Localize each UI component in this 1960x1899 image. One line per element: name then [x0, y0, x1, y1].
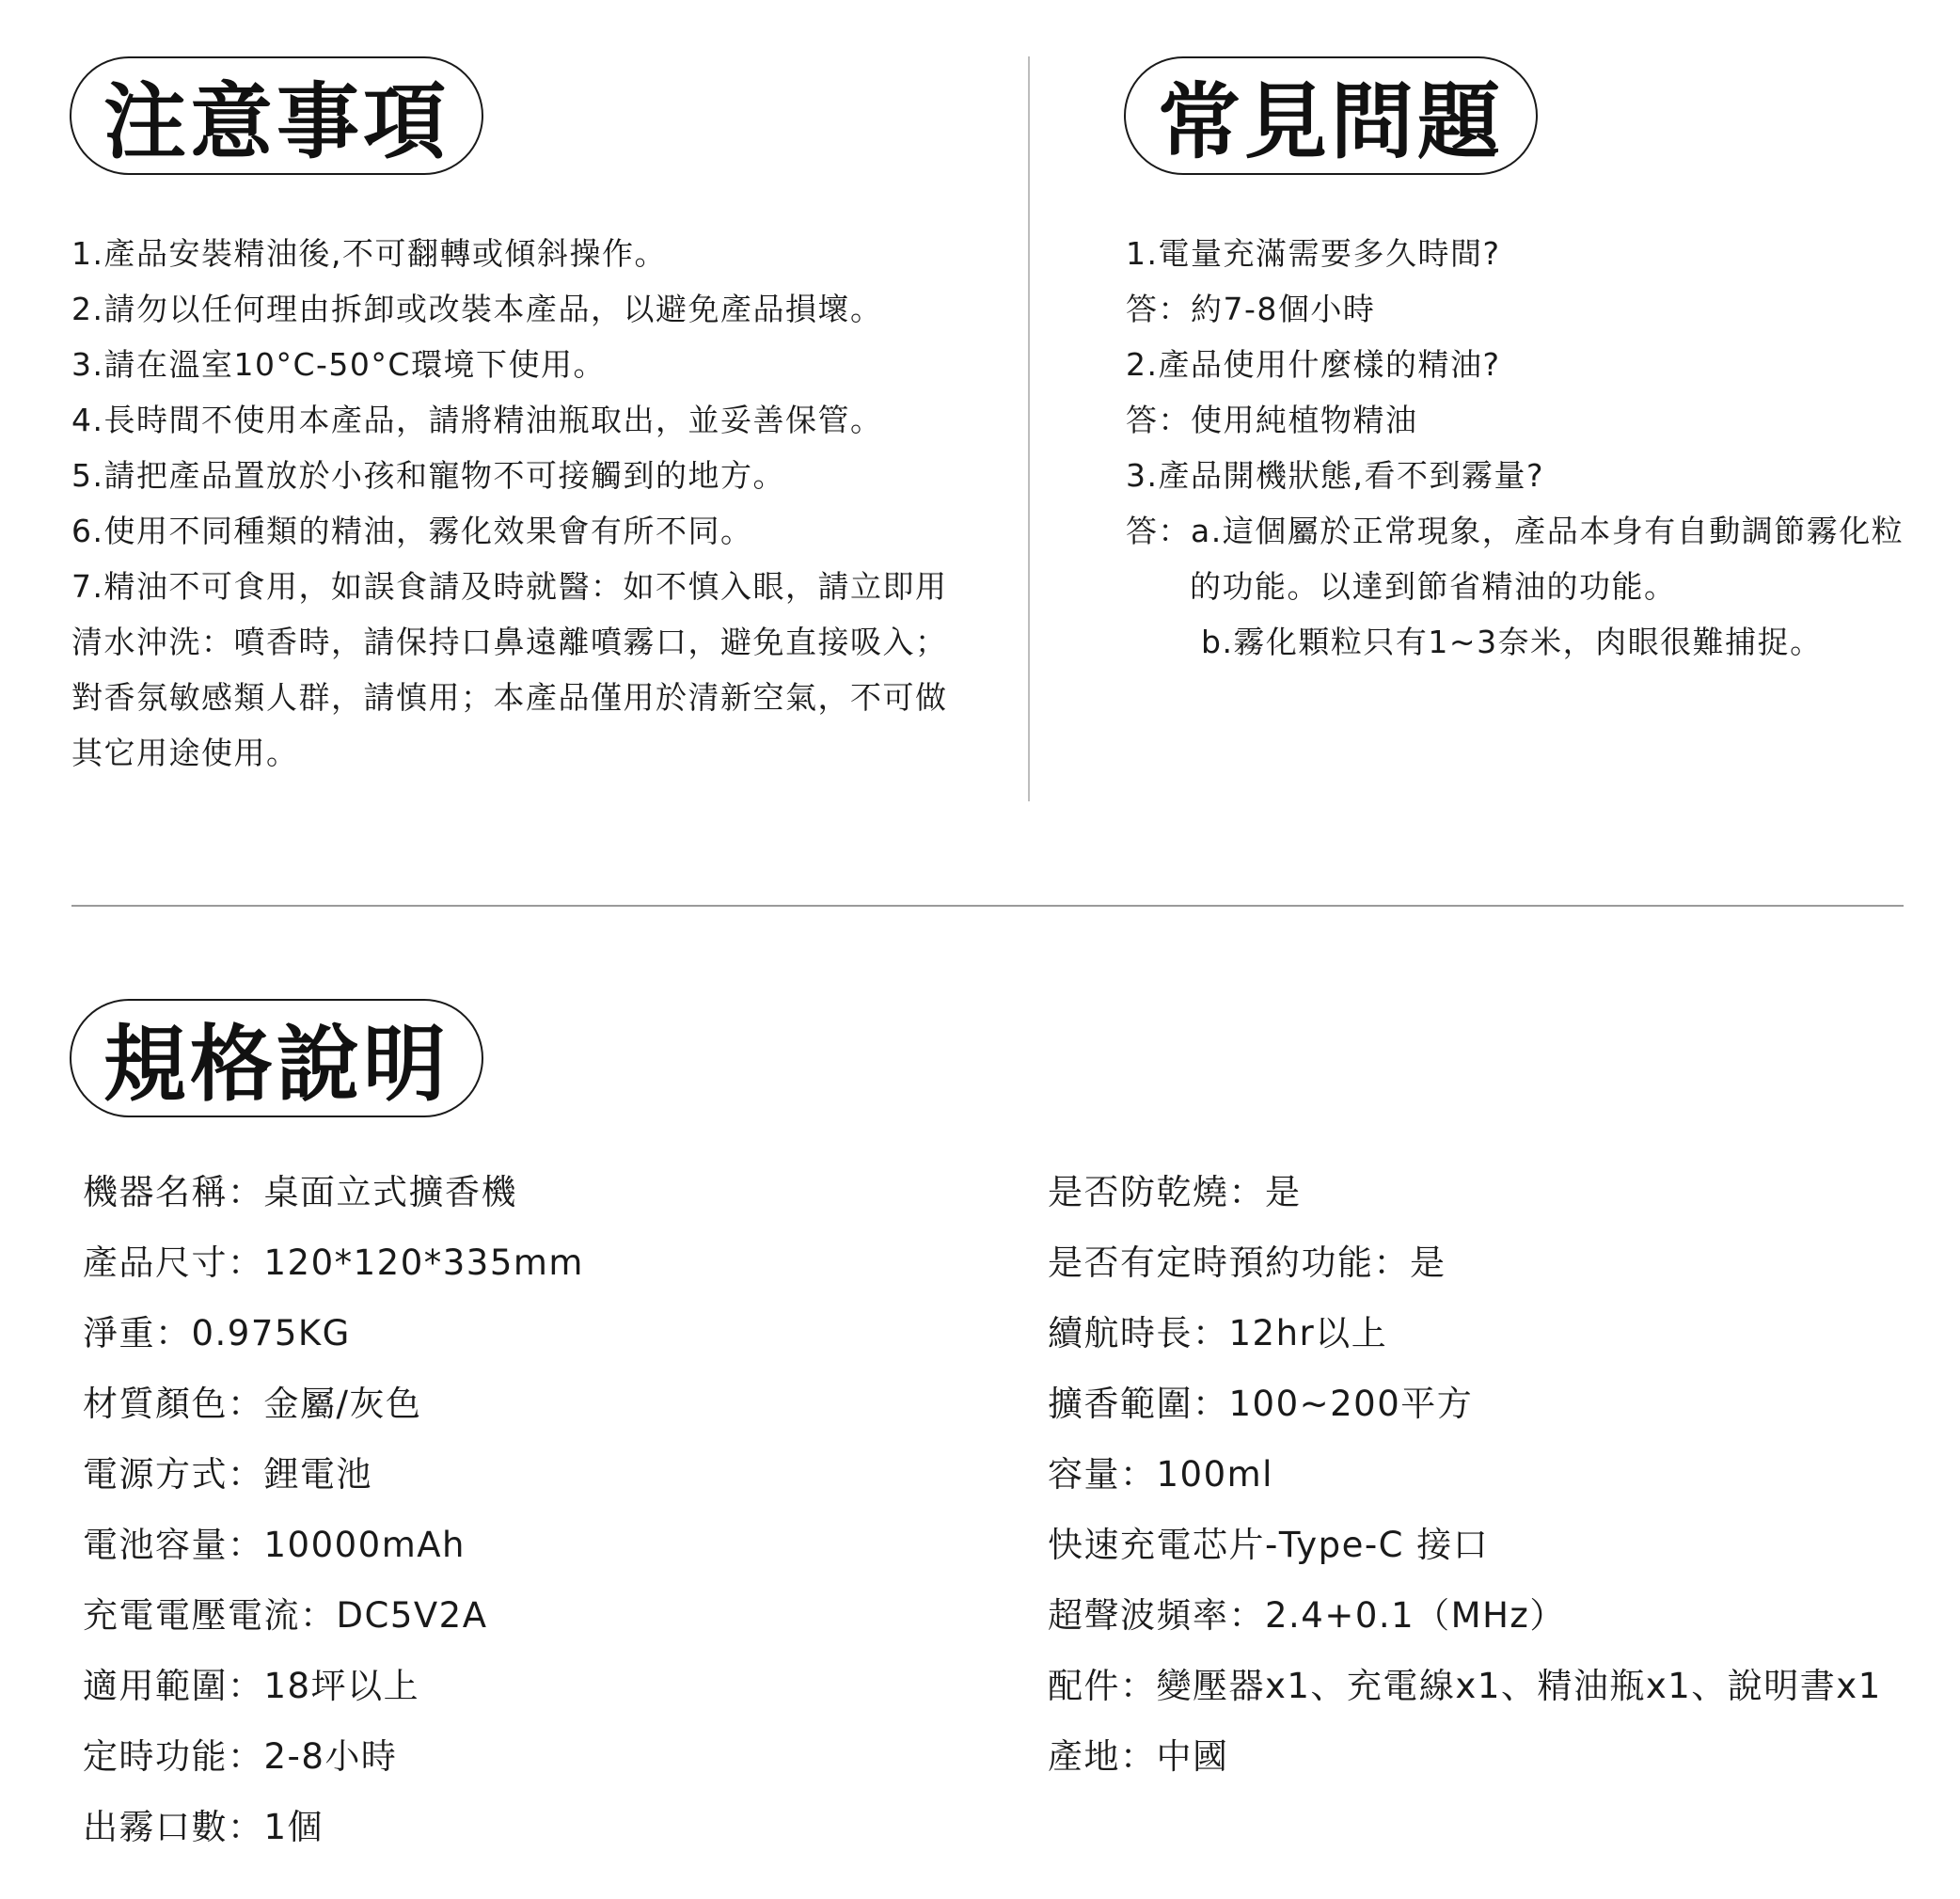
spec-item: 產品尺寸：120*120*335mm: [83, 1242, 584, 1283]
faq-answer: 答：使用純植物精油: [1126, 402, 1418, 438]
faq-title: 常見問題: [1124, 56, 1538, 175]
spec-item: 產地：中國: [1048, 1736, 1229, 1777]
faq-question: 1.電量充滿需要多久時間?: [1126, 235, 1501, 272]
spec-item: 超聲波頻率：2.4+0.1（MHz）: [1048, 1595, 1566, 1636]
specs-right-list: [1048, 1157, 1951, 1792]
spec-item: 定時功能：2-8小時: [83, 1736, 398, 1777]
note-item: 5.請把產品置放於小孩和寵物不可接觸到的地方。: [71, 457, 785, 494]
spec-item: 機器名稱：桌面立式擴香機: [83, 1172, 517, 1212]
spec-item: 電源方式：鋰電池: [83, 1454, 372, 1495]
spec-item: 材質顏色：金屬/灰色: [83, 1384, 422, 1424]
spec-item: 續航時長：12hr以上: [1048, 1313, 1388, 1353]
notes-title: 注意事項: [70, 56, 483, 175]
faq-question: 2.產品使用什麼樣的精油?: [1126, 346, 1501, 383]
note-item: 3.請在溫室10°C-50°C環境下使用。: [71, 346, 606, 383]
note-item: 6.使用不同種類的精油，霧化效果會有所不同。: [71, 513, 753, 549]
spec-item: 電池容量：10000mAh: [83, 1525, 466, 1565]
notes-list: [71, 226, 974, 781]
spec-item: 充電電壓電流：DC5V2A: [83, 1595, 488, 1636]
note-item: 2.請勿以任何理由拆卸或改裝本產品，以避免產品損壞。: [71, 291, 883, 327]
faq-answer: 答：約7-8個小時: [1126, 291, 1376, 327]
spec-item: 擴香範圍：100~200平方: [1048, 1384, 1474, 1424]
faq-answer: 答：a.這個屬於正常現象，產品本身有自動調節霧化粒的功能。以達到節省精油的功能。: [1126, 513, 1905, 605]
specs-title: 規格說明: [70, 999, 483, 1117]
spec-item: 容量：100ml: [1048, 1454, 1273, 1495]
note-item: 1.產品安裝精油後,不可翻轉或傾斜操作。: [71, 235, 667, 272]
faq-answer: b.霧化顆粒只有1~3奈米，肉眼很難捕捉。: [1201, 624, 1823, 660]
spec-item: 是否有定時預約功能：是: [1048, 1242, 1446, 1283]
faq-question: 3.產品開機狀態,看不到霧量?: [1126, 457, 1544, 494]
spec-item: 出霧口數：1個: [83, 1807, 324, 1847]
faq-list: [1126, 226, 1925, 670]
specs-left-list: [83, 1157, 929, 1862]
spec-item: 配件：變壓器x1、充電線x1、精油瓶x1、說明書x1: [1048, 1666, 1882, 1706]
horizontal-divider: [71, 905, 1904, 907]
spec-item: 是否防乾燒：是: [1048, 1172, 1302, 1212]
spec-item: 適用範圍：18坪以上: [83, 1666, 420, 1706]
spec-item: 淨重：0.975KG: [83, 1313, 351, 1353]
vertical-divider: [1028, 56, 1030, 801]
note-item: 4.長時間不使用本產品，請將精油瓶取出，並妥善保管。: [71, 402, 883, 438]
spec-item: 快速充電芯片-Type-C 接口: [1048, 1525, 1490, 1565]
note-item: 7.精油不可食用，如誤食請及時就醫：如不慎入眼，請立即用清水沖洗：噴香時，請保持口鼻遠離噴霧口，避免直接吸入；對香氛敏感類人群，請慎用；本產品僅用於清新空氣，不可做其它用途使用。: [71, 568, 948, 771]
